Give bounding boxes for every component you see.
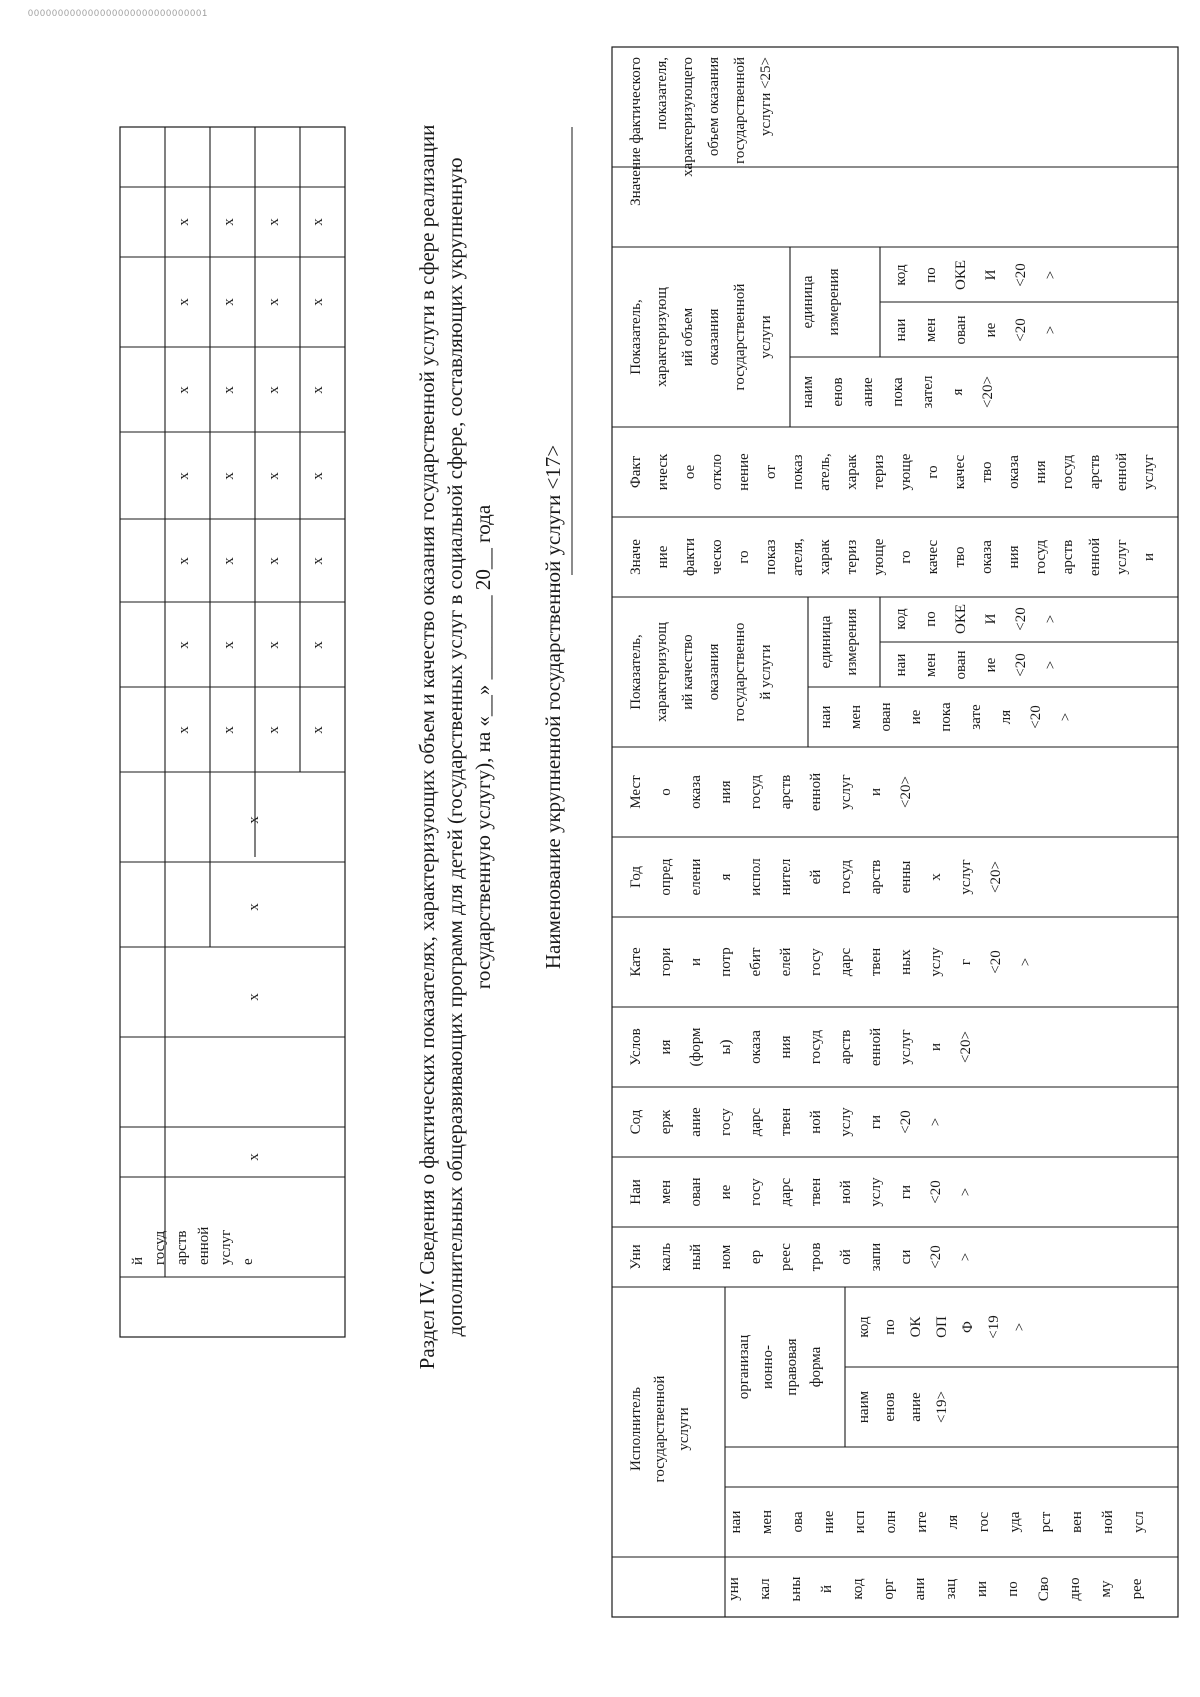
service-conditions-line: (форм [688,1027,704,1067]
x-mark: x [246,816,262,824]
x-mark: x [176,641,192,649]
service-place-line: госуд [748,774,764,810]
service-conditions-line: услуг [898,1029,914,1065]
unique-code-column-line: орг [881,1578,897,1600]
quality-unit-code-line: > [1043,614,1059,624]
volume-unit-name-line: мен [923,317,939,343]
top-table-label-line: госуд [152,1230,168,1265]
unique-record-line: <20 [928,1245,944,1269]
x-mark: x [176,557,192,565]
quality-deviation-line: атель, [817,453,833,491]
executor-name-column-line: ля [945,1514,961,1530]
service-place-line: <20> [898,776,914,808]
volume-header-line: государственной [732,283,748,391]
consumer-category-line: <20 [988,950,1004,974]
quality-header-line: ий качество [680,634,696,710]
executor-name-column-line: усл [1131,1511,1147,1533]
service-conditions-line: госуд [808,1029,824,1065]
executor-name-column-line: олн [883,1510,899,1534]
executor-year-line: х [928,873,944,881]
executor-year-line: опред [658,858,674,896]
executor-name-column-line: ова [790,1511,806,1533]
quality-value-line: го [898,550,914,564]
quality-deviation-line: нение [736,453,752,491]
x-mark: x [266,218,282,226]
x-mark: x [221,726,237,734]
quality-name-line: ован [878,702,894,732]
x-mark: x [266,298,282,306]
quality-name-line: зате [968,704,984,730]
volume-unit-name-line: ован [953,315,969,345]
top-table-label-line: арств [174,1230,190,1265]
quality-unit-name-line: наи [893,653,909,677]
executor-header-line: государственной [652,1375,668,1483]
service-conditions-line: енной [868,1027,884,1067]
opf-code-line: по [882,1319,898,1335]
quality-value-line: факти [682,537,698,577]
fact-value-header-line: характеризующего [680,57,696,177]
service-place-line: о [658,788,674,796]
quality-value-line: качес [925,539,941,575]
quality-header-line: характеризующ [654,622,670,722]
unique-code-column-line: Сво [1036,1576,1052,1602]
executor-name-column-line: мен [759,1509,775,1535]
unique-record-line: тров [808,1242,824,1272]
volume-header-line: ий объем [680,307,696,367]
service-place-line: услуг [838,774,854,810]
opf-name-line: <19> [934,1391,950,1423]
opf-name-line: енов [882,1392,898,1422]
service-content-line: услу [838,1107,854,1137]
volume-header-line: услуги [758,315,774,359]
volume-unit-code-line: > [1043,270,1059,280]
service-content-line: твен [778,1107,794,1137]
executor-year-line: нител [778,858,794,896]
volume-name-line: енов [830,377,846,407]
service-content-line: ание [688,1107,704,1137]
quality-deviation-line: харак [844,454,860,490]
x-mark: x [266,386,282,394]
top-table-label-line: енной [196,1226,212,1265]
consumer-category-line: г [958,958,974,966]
unique-record-line: > [958,1252,974,1262]
executor-year-line: услуг [958,859,974,895]
unique-record-line: Уни [628,1244,644,1270]
volume-header-line: оказания [706,308,722,366]
quality-name-line: <20 [1028,705,1044,729]
volume-unit-header-line: единица [800,275,816,329]
quality-deviation-line: ния [1033,460,1049,484]
volume-unit-name-line: наи [893,318,909,342]
quality-deviation-line: енной [1114,452,1130,492]
unique-code-column-line: по [1005,1581,1021,1597]
quality-value-line: тво [952,546,968,568]
consumer-category-line: потр [718,947,734,977]
quality-name-line: мен [848,704,864,730]
quality-value-line: оказа [979,540,995,574]
opf-code-line: > [1012,1322,1028,1332]
service-name-line: твен [808,1177,824,1207]
unique-code-column-line: ани [912,1577,928,1601]
fact-value-header-line: Значение фактического [628,57,644,206]
main-table [612,47,1178,1617]
volume-name-line: наим [800,375,816,409]
executor-year-line: енны [898,860,914,894]
service-content-line: дарс [748,1107,764,1137]
opf-code-line: <19 [986,1315,1002,1339]
quality-name-line: ие [908,709,924,725]
x-mark: x [246,1153,262,1161]
service-conditions-line: <20> [958,1031,974,1063]
quality-name-line: > [1058,712,1074,722]
service-content-line: госу [718,1108,734,1136]
consumer-category-line: дарс [838,947,854,977]
quality-unit-name-line: мен [923,652,939,678]
volume-unit-code-line: И [983,269,999,281]
quality-deviation-line: откло [709,453,725,491]
quality-unit-name-line: ие [983,657,999,673]
fact-value-header-line: государственной [732,57,748,164]
top-table-label-line: услуг [218,1229,234,1265]
unique-record-line: си [898,1249,914,1265]
quality-name-line: наи [818,705,834,729]
x-mark: x [310,557,326,565]
volume-name-line: пока [890,377,906,407]
consumer-category-line: ебит [748,947,764,977]
quality-deviation-line: ическ [655,453,671,491]
volume-unit-header-line: измерения [826,268,842,336]
x-mark: x [176,386,192,394]
quality-value-line: енной [1087,537,1103,577]
service-name-line: ован [688,1177,704,1207]
x-mark: x [221,298,237,306]
fact-value-header-line: показателя, [654,57,670,130]
quality-unit-code-line: по [923,611,939,627]
service-name-line: ной [838,1180,854,1204]
consumer-category-line: гори [658,947,674,977]
quality-value-line: ния [1006,545,1022,569]
quality-unit-name-line: ован [953,650,969,680]
section-heading-line1: Раздел IV. Сведения о фактических показателях, характеризующих объем и качество оказания государственной услуги в сфере реализации [415,124,439,1370]
opf-code-line: код [856,1316,872,1338]
quality-value-line: ателя, [790,538,806,576]
quality-value-line: териз [844,539,860,575]
x-mark: x [266,641,282,649]
quality-value-line: Значе [628,539,644,575]
service-name-line: госу [748,1178,764,1206]
fact-value-header-line: объем оказания [706,57,722,157]
opf-header-line: организац [736,1334,752,1400]
x-mark: x [221,641,237,649]
quality-deviation-line: госуд [1060,454,1076,490]
scan-id: 000000000000000000000000000001 [28,8,209,18]
x-mark: x [310,218,326,226]
volume-name-line: я [950,388,966,396]
x-mark: x [246,993,262,1001]
quality-unit-code-line: <20 [1013,607,1029,631]
service-place-line: и [868,787,884,797]
consumer-category-line: госу [808,948,824,976]
service-conditions-line: ия [658,1039,674,1055]
service-content-line: ной [808,1110,824,1134]
service-name-line: ие [718,1184,734,1200]
executor-header-line: услуги [676,1407,692,1451]
executor-year-line: <20> [988,861,1004,893]
quality-value-line: арств [1060,539,1076,575]
x-mark: x [310,726,326,734]
fact-value-header-line: услуги <25> [758,57,774,136]
executor-name-column-line: ной [1100,1510,1116,1534]
executor-name-column-line: наи [728,1510,744,1534]
service-conditions-line: ы) [718,1039,734,1055]
service-name-line: <20 [928,1180,944,1204]
executor-name-column-line: рст [1038,1511,1054,1533]
service-place-line: енной [808,772,824,812]
quality-header-line: оказания [706,643,722,701]
executor-year-line: елени [688,858,704,896]
executor-year-line: испол [748,858,764,896]
executor-year-line: госуд [838,859,854,895]
service-conditions-line: Услов [628,1028,644,1066]
volume-header-line: характеризующ [654,287,670,387]
service-name-line: ги [898,1184,914,1200]
volume-header-line: Показатель, [628,299,644,375]
service-name-line: дарс [778,1177,794,1207]
x-mark: x [221,472,237,480]
x-mark: x [310,641,326,649]
unique-code-column-line: зац [943,1578,959,1600]
quality-unit-name-line: > [1043,660,1059,670]
quality-value-line: госуд [1033,539,1049,575]
opf-header-line: правовая [784,1338,800,1396]
consumer-category-line: твен [868,947,884,977]
unique-record-line: ой [838,1249,854,1265]
service-name-line: Наи [628,1179,644,1205]
executor-name-column-line: ние [821,1510,837,1534]
unique-record-line: ный [688,1243,704,1271]
volume-unit-code-line: код [893,264,909,286]
quality-value-line: харак [817,539,833,575]
unique-code-column-line: му [1098,1580,1114,1598]
volume-name-line: <20> [980,376,996,408]
x-mark: x [310,386,326,394]
quality-deviation-line: от [763,465,779,479]
quality-value-line: показ [763,539,779,575]
service-conditions-line: оказа [748,1030,764,1064]
executor-name-column-line: уда [1007,1511,1023,1533]
x-mark: x [310,298,326,306]
x-mark: x [266,472,282,480]
unique-code-column-line: уни [726,1577,742,1601]
opf-name-line: наим [856,1390,872,1424]
service-content-line: ги [868,1114,884,1130]
top-table [120,127,345,1337]
service-conditions-line: ния [778,1035,794,1059]
unique-code-column-line: й [819,1584,835,1594]
service-place-line: оказа [688,775,704,809]
consumer-category-line: услу [928,947,944,977]
quality-deviation-line: го [925,465,941,479]
volume-unit-name-line: ие [983,322,999,338]
service-place-line: ния [718,780,734,804]
x-mark: x [266,557,282,565]
volume-unit-code-line: ОКЕ [953,260,969,290]
quality-value-line: го [736,550,752,564]
quality-deviation-line: ующе [898,453,914,491]
quality-unit-code-line: ОКЕ [953,604,969,634]
quality-deviation-line: качес [952,454,968,490]
section-heading-line2: дополнительных общеразвивающих программ для детей (государственных услуг в социальной сфере, составляющих укрупненную [443,157,467,1337]
quality-unit-code-line: код [893,608,909,630]
service-name-line: > [958,1187,974,1197]
executor-year-line: я [718,873,734,881]
opf-code-line: ОК [908,1316,924,1338]
service-content-line: ерж [658,1109,674,1135]
consumer-category-line: ных [898,949,914,975]
volume-unit-name-line: <20 [1013,318,1029,342]
service-place-line: Мест [628,775,644,809]
quality-value-line: ние [655,545,671,569]
quality-header-line: й услуги [758,644,774,700]
service-content-line: <20 [898,1110,914,1134]
section-heading-line3: государственную услугу), на «__» ________ 20__ года [471,504,495,990]
quality-unit-header-line: измерения [844,608,860,676]
unique-code-column-line: ии [974,1580,990,1598]
opf-name-line: ание [908,1392,924,1422]
quality-unit-name-line: <20 [1013,653,1029,677]
executor-name-column-line: исп [852,1510,868,1534]
executor-name-column-line: вен [1069,1511,1085,1533]
x-mark: x [246,903,262,911]
volume-unit-code-line: <20 [1013,263,1029,287]
volume-unit-code-line: по [923,267,939,283]
service-conditions-line: и [928,1042,944,1052]
quality-deviation-line: оказа [1006,455,1022,489]
quality-unit-header-line: единица [818,615,834,669]
x-mark: x [221,218,237,226]
quality-name-line: ля [998,709,1014,725]
unique-record-line: реес [778,1243,794,1271]
unique-record-line: запи [868,1242,884,1272]
consumer-category-line: Кате [628,947,644,977]
x-mark: x [221,386,237,394]
opf-code-line: Ф [960,1321,976,1333]
volume-name-line: ание [860,377,876,407]
unique-record-line: каль [658,1242,674,1272]
unique-record-line: ер [748,1249,764,1265]
volume-unit-name-line: > [1043,325,1059,335]
x-mark: x [176,218,192,226]
quality-deviation-line: услуг [1141,454,1157,490]
quality-deviation-line: Факт [628,455,644,489]
x-mark: x [221,557,237,565]
consumer-category-line: > [1018,957,1034,967]
service-conditions-line: арств [838,1029,854,1065]
quality-name-line: пока [938,702,954,732]
opf-header-line: форма [808,1346,824,1388]
executor-year-line: Год [628,865,644,889]
quality-value-line: ческо [709,539,725,575]
executor-name-column-line: гос [976,1511,992,1533]
quality-unit-code-line: И [983,613,999,625]
unique-code-column-line: кал [757,1578,773,1600]
unique-code-column-line: ьны [788,1576,804,1602]
quality-deviation-line: териз [871,454,887,490]
quality-deviation-line: показ [790,454,806,490]
unique-code-column-line: рее [1129,1578,1145,1600]
consumer-category-line: елей [778,947,794,977]
service-content-line: > [928,1117,944,1127]
top-table-label-line: е [240,1258,256,1265]
service-place-line: арств [778,774,794,810]
quality-deviation-line: арств [1087,454,1103,490]
executor-year-line: ей [808,869,824,885]
x-mark: x [266,726,282,734]
opf-header-line: ионно- [760,1344,776,1390]
quality-header-line: Показатель, [628,634,644,710]
executor-name-column-line: ите [914,1511,930,1533]
x-mark: x [176,472,192,480]
x-mark: x [310,472,326,480]
volume-name-line: зател [920,375,936,409]
unique-code-column-line: код [850,1578,866,1600]
x-mark: x [176,726,192,734]
quality-value-line: услуг [1114,539,1130,575]
quality-value-line: и [1141,552,1157,562]
quality-deviation-line: тво [979,461,995,483]
service-name-line: услу [868,1177,884,1207]
unique-code-column-line: дно [1067,1577,1083,1601]
quality-header-line: государственно [732,622,748,722]
unique-record-line: ном [718,1244,734,1270]
service-content-line: Сод [628,1109,644,1135]
top-table-label-line: й [130,1256,146,1265]
quality-value-line: ующе [871,538,887,576]
service-name-line: мен [658,1179,674,1205]
quality-deviation-line: ое [682,464,698,480]
x-mark: x [176,298,192,306]
executor-year-line: арств [868,859,884,895]
section-subheading: Наименование укрупненной государственной услуги <17> [541,444,565,970]
executor-header-line: Исполнитель [628,1387,644,1471]
opf-code-line: ОП [934,1316,950,1338]
consumer-category-line: и [688,957,704,967]
